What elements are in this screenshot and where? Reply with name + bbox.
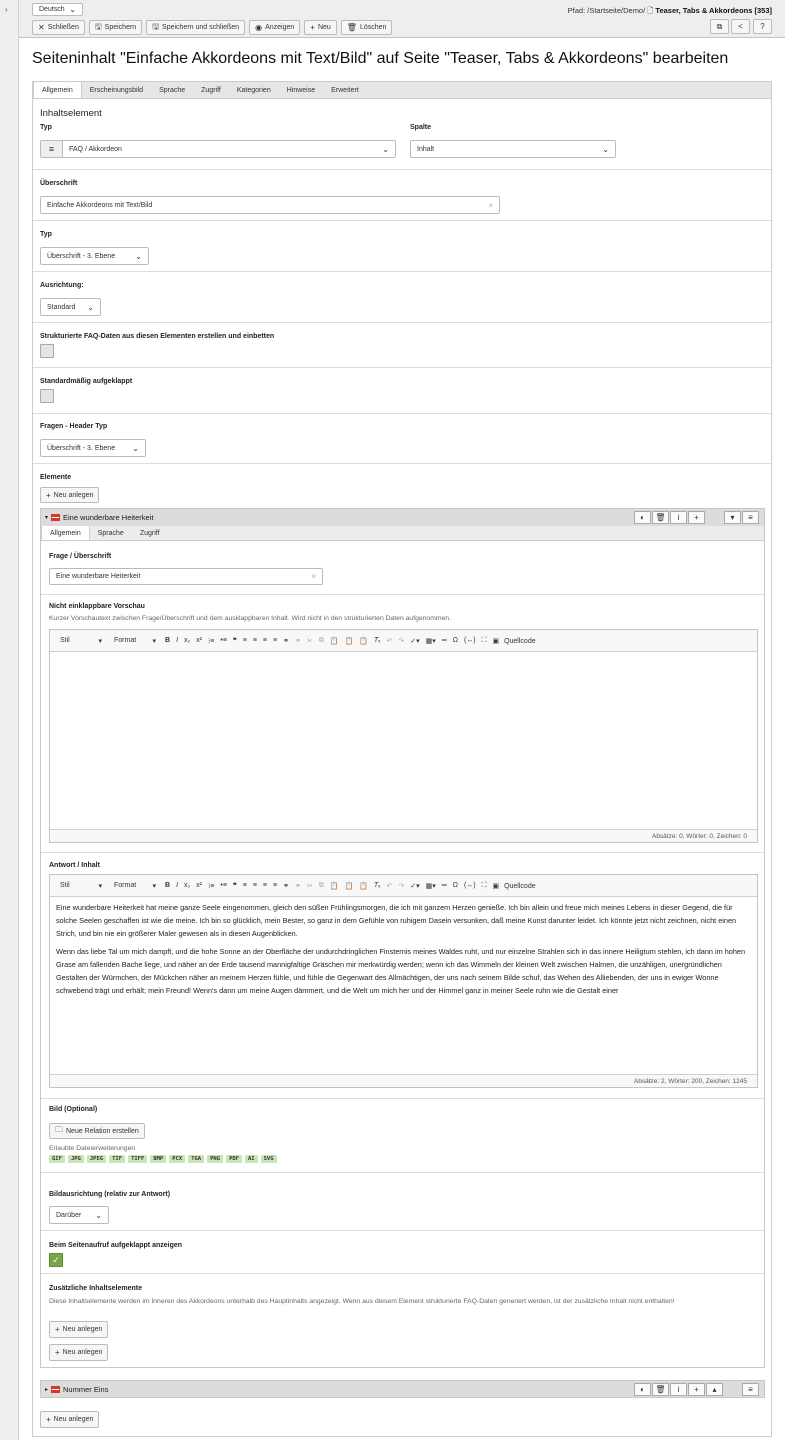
type-select[interactable]: ≡ FAQ / Akkordeon ⌄ bbox=[40, 140, 396, 158]
question-label: Frage / Überschrift bbox=[49, 553, 112, 560]
clear-icon: × bbox=[311, 572, 316, 581]
open-on-load-label: Beim Seitenaufruf aufgeklappt anzeigen bbox=[49, 1242, 183, 1249]
tab-kategorien[interactable]: Kategorien bbox=[236, 87, 271, 94]
extension-badge: TIF bbox=[109, 1155, 125, 1163]
redo-icon[interactable]: ↷ bbox=[398, 637, 405, 645]
numbered-list-icon[interactable]: ⁝≡ bbox=[208, 637, 215, 645]
tab-sprache[interactable]: Sprache bbox=[97, 530, 124, 537]
answer-paragraph-1: Eine wunderbare Heiterkeit hat meine ganze Seele eingenommen, gleich den süßen Frühlingsmorgen, die ich mit ganzem Herzen genieße. Ich bin allein und freue mich meines Lebens in dieser Gegend, die für solche Seelen geschaffen ist wie die meine. Ich bin so glücklich, mein Bester, so ganz in dem Gefühle von ruhigem Dasein versunken, daß meine Kunst darunter leidet. Ich könnte jetzt nicht zeichnen, nicht einen Strich, und bin nie ein größerer Maler gewesen als in diesen Augenblicken. bbox=[56, 903, 737, 938]
save-button[interactable]: 🖫 Speichern bbox=[89, 20, 142, 35]
align-center-icon[interactable]: ≡ bbox=[252, 882, 257, 889]
special-char-icon[interactable]: Ω bbox=[452, 637, 458, 644]
new-element-button-bottom[interactable]: + Neu anlegen bbox=[40, 1411, 99, 1428]
align-center-icon[interactable]: ≡ bbox=[252, 637, 257, 644]
source-code-button[interactable]: ▣ Quellcode bbox=[492, 882, 536, 890]
new-relation-button[interactable]: 🗀 Neue Relation erstellen bbox=[49, 1123, 145, 1139]
toggle-visibility-icon[interactable]: ◐ bbox=[634, 511, 651, 524]
undo-icon[interactable]: ↶ bbox=[386, 637, 393, 645]
blockquote-icon[interactable]: ❞ bbox=[232, 637, 237, 645]
blockquote-icon[interactable]: ❞ bbox=[232, 882, 237, 890]
superscript-icon[interactable]: x² bbox=[196, 882, 203, 889]
source-code-button[interactable]: ▣ Quellcode bbox=[492, 637, 536, 645]
faq-struct-checkbox[interactable] bbox=[40, 344, 54, 358]
heading-type-label: Typ bbox=[40, 231, 52, 238]
unlink-icon[interactable]: ⚭ bbox=[294, 882, 301, 890]
save-icon: 🖫 bbox=[152, 21, 160, 31]
extension-badge: PNG bbox=[207, 1155, 223, 1163]
section-title: Inhaltselement bbox=[40, 108, 102, 119]
save-icon: 🖫 bbox=[94, 21, 102, 31]
tab-erscheinungsbild[interactable]: Erscheinungsbild bbox=[89, 87, 144, 94]
chevron-down-icon: ⌄ bbox=[602, 144, 609, 154]
paste-word-icon[interactable]: 📋 bbox=[359, 637, 368, 645]
remove-format-icon[interactable]: Tₓ bbox=[373, 882, 381, 889]
content-type-icon bbox=[51, 1386, 60, 1393]
extension-badge: BMP bbox=[150, 1155, 166, 1163]
tab-allgemein[interactable]: Allgemein bbox=[33, 82, 82, 98]
caret-down-icon: ▾ bbox=[45, 515, 49, 521]
elements-label: Elemente bbox=[40, 474, 72, 481]
plus-icon: + bbox=[55, 1348, 60, 1357]
new-extra-button-2[interactable]: + Neu anlegen bbox=[49, 1344, 108, 1361]
preview-help: Kurzer Vorschautext zwischen Frage/Überschrift und dem ausklappbaren Inhalt. Wird nicht in den strukturierten Daten aufgenommen. bbox=[49, 615, 451, 622]
extra-help: Diese Inhaltselemente werden im Inneren des Akkordeons unterhalb des Hauptinhalts angezeigt. Wenn aus diesem Element strukturierte FAQ-Daten generiert werden, ist der zusätzliche Inhalt nicht enthalten! bbox=[49, 1298, 675, 1305]
maximize-icon[interactable]: ⛶ bbox=[481, 881, 487, 889]
close-icon: ✕ bbox=[38, 23, 45, 32]
chevron-down-icon: ⌄ bbox=[87, 302, 94, 312]
item-tabs bbox=[41, 526, 764, 541]
check-icon: ✓ bbox=[52, 1254, 60, 1265]
content-type-icon bbox=[51, 514, 60, 521]
extension-badge: TGA bbox=[188, 1155, 204, 1163]
link-icon[interactable]: ⚭ bbox=[283, 637, 289, 645]
cut-icon[interactable]: ✂ bbox=[306, 882, 313, 890]
default-open-checkbox[interactable] bbox=[40, 389, 54, 403]
plus-icon: + bbox=[310, 23, 315, 32]
column-select[interactable]: Inhalt ⌄ bbox=[410, 140, 616, 158]
allowed-ext-label: Erlaubte Dateierweiterungen bbox=[49, 1145, 136, 1152]
preview-editor[interactable] bbox=[49, 629, 758, 843]
extension-badge: SVG bbox=[261, 1155, 277, 1163]
extra-label: Zusätzliche Inhaltselemente bbox=[49, 1285, 142, 1292]
column-label: Spalte bbox=[410, 124, 432, 131]
tab-zugriff[interactable]: Zugriff bbox=[139, 530, 160, 537]
trash-icon[interactable]: 🗑 bbox=[652, 511, 669, 524]
answer-counter: Absätze: 2, Wörter: 200, Zeichen: 1245 bbox=[50, 1074, 757, 1087]
open-on-load-checkbox[interactable] bbox=[49, 1253, 63, 1267]
close-button[interactable]: ✕ Schließen bbox=[32, 20, 85, 35]
chevron-down-icon: ⌄ bbox=[132, 443, 139, 453]
extension-badge: TIFF bbox=[128, 1155, 147, 1163]
content-type-icon: ≡ bbox=[41, 141, 63, 157]
preview-label: Nicht einklappbare Vorschau bbox=[49, 603, 145, 610]
answer-text[interactable] bbox=[50, 897, 757, 1009]
chevron-down-icon: ⌄ bbox=[135, 251, 142, 261]
soft-hyphen-icon[interactable]: (↔) bbox=[463, 637, 476, 644]
preview-counter: Absätze: 0, Wörter: 0, Zeichen: 0 bbox=[50, 829, 757, 842]
rte-toolbar bbox=[50, 875, 757, 897]
italic-icon[interactable]: I bbox=[176, 882, 179, 889]
paste-word-icon[interactable]: 📋 bbox=[359, 882, 368, 890]
maximize-icon[interactable]: ⛶ bbox=[481, 636, 487, 644]
remove-format-icon[interactable]: Tₓ bbox=[373, 637, 381, 644]
trash-icon: 🗑 bbox=[346, 23, 357, 32]
accordion-item-1 bbox=[40, 508, 765, 1368]
tab-hinweise[interactable]: Hinweise bbox=[286, 87, 316, 94]
drag-handle-icon[interactable]: ≡ bbox=[742, 1383, 759, 1396]
extension-badges bbox=[49, 1155, 277, 1163]
numbered-list-icon[interactable]: ⁝≡ bbox=[208, 882, 215, 890]
subscript-icon[interactable]: x₂ bbox=[184, 882, 191, 889]
justify-icon[interactable]: ≡ bbox=[273, 882, 278, 889]
heading-label: Überschrift bbox=[40, 180, 78, 187]
accordion-item-header[interactable]: ▾ Eine wunderbare Heiterkeit ◐ 🗑 i + ▾ ≡ bbox=[41, 509, 764, 526]
plus-icon: + bbox=[46, 490, 51, 500]
align-right-icon[interactable]: ≡ bbox=[262, 882, 267, 889]
copy-icon[interactable]: ⧉ bbox=[318, 636, 324, 644]
module-sidebar bbox=[0, 0, 19, 1440]
extension-badge: PCX bbox=[169, 1155, 185, 1163]
answer-label: Antwort / Inhalt bbox=[49, 862, 100, 869]
link-icon[interactable]: ⚭ bbox=[283, 882, 289, 890]
save-close-button[interactable]: 🖫 Speichern und schließen bbox=[146, 20, 245, 35]
align-left-icon[interactable]: ≡ bbox=[242, 637, 247, 644]
plus-icon[interactable]: + bbox=[688, 1383, 705, 1396]
paste-icon[interactable]: 📋 bbox=[329, 637, 339, 645]
trash-icon[interactable]: 🗑 bbox=[652, 1383, 669, 1396]
accordion-item-2[interactable]: ▸ Nummer Eins ◐ 🗑 i + ▴ ≡ bbox=[40, 1380, 765, 1398]
paste-icon[interactable]: 📋 bbox=[329, 882, 339, 890]
caret-right-icon: ▸ bbox=[45, 1386, 49, 1393]
subscript-icon[interactable]: x₂ bbox=[184, 637, 191, 644]
view-button[interactable]: ◉ Anzeigen bbox=[249, 20, 300, 35]
soft-hyphen-icon[interactable]: (↔) bbox=[463, 882, 476, 889]
breadcrumb: Pfad: /Startseite/Demo/ 🗋 Teaser, Tabs & Akkordeons [353] bbox=[567, 6, 772, 15]
extension-badge: AI bbox=[245, 1155, 258, 1163]
tab-allgemein[interactable]: Allgemein bbox=[41, 526, 90, 540]
folder-icon: 🗀 bbox=[55, 1125, 63, 1134]
italic-icon[interactable]: I bbox=[176, 637, 179, 644]
docheader bbox=[19, 0, 785, 38]
answer-editor[interactable] bbox=[49, 874, 758, 1088]
move-up-icon[interactable]: ▴ bbox=[706, 1383, 723, 1396]
plus-icon: + bbox=[46, 1415, 51, 1424]
table-icon[interactable]: ▦▾ bbox=[425, 637, 436, 645]
info-icon[interactable]: i bbox=[670, 511, 687, 524]
chevron-down-icon: ⌄ bbox=[95, 1210, 102, 1220]
format-dropdown[interactable]: Format ▾ bbox=[114, 636, 156, 645]
plus-icon: + bbox=[55, 1325, 60, 1334]
plus-icon[interactable]: + bbox=[688, 511, 705, 524]
form-tabs bbox=[33, 82, 771, 99]
chevron-down-icon: ⌄ bbox=[382, 144, 389, 154]
clear-icon: × bbox=[488, 200, 493, 210]
paste-text-icon[interactable]: 📋 bbox=[344, 882, 354, 890]
delete-button[interactable]: 🗑 Löschen bbox=[341, 20, 393, 35]
question-input[interactable]: Eine wunderbare Heiterkeit × bbox=[49, 568, 323, 585]
alignment-label: Ausrichtung: bbox=[40, 282, 84, 289]
special-char-icon[interactable]: Ω bbox=[452, 882, 458, 889]
align-left-icon[interactable]: ≡ bbox=[242, 882, 247, 889]
new-button[interactable]: + Neu bbox=[304, 20, 337, 35]
spellcheck-icon[interactable]: ✓▾ bbox=[410, 882, 420, 890]
toggle-visibility-icon[interactable]: ◐ bbox=[634, 1383, 651, 1396]
answer-paragraph-2: Wenn das liebe Tal um mich dampft, und die hohe Sonne an der Oberfläche der undurchdringlichen Finsternis meines Waldes ruht, und nur einzelne Strahlen sich in das innere Heiligtum stehlen, ich dann im hohen Grase am fallenden Bache liege, und näher an der Erde tausend mannigfaltige Gräschen mir merkwürdig werden; wenn ich das Wimmeln der kleinen Welt zwischen Halmen, die unzähligen, unergründlichen Gestalten der Würmchen, der Mückchen näher an meinem Herzen fühle, und fühle die Gegenwart des Allmächtigen, der uns nach seinem Bilde schuf, das Wehen des Alliebenden, der uns in ewiger Wonne schwebend trägt und erhält; mein Freund! Wenn's dann um meine Augen dämmert, und die Welt um mich her und der Himmel ganz in meiner Seele ruhn wie die Gestalt einer bbox=[56, 947, 746, 995]
alignment-select[interactable]: Standard ⌄ bbox=[40, 298, 101, 316]
info-icon[interactable]: i bbox=[670, 1383, 687, 1396]
page-title: Seiteninhalt "Einfache Akkordeons mit Text/Bild" auf Seite "Teaser, Tabs & Akkordeons" bearbeiten bbox=[32, 50, 729, 67]
extension-badge: GIF bbox=[49, 1155, 65, 1163]
image-label: Bild (Optional) bbox=[49, 1106, 98, 1113]
default-open-label: Standardmäßig aufgeklappt bbox=[40, 378, 133, 385]
rte-toolbar bbox=[50, 630, 757, 652]
faq-struct-label: Strukturierte FAQ-Daten aus diesen Elementen erstellen und einbetten bbox=[40, 333, 275, 340]
bullet-list-icon[interactable]: •≡ bbox=[220, 882, 227, 889]
type-label: Typ bbox=[40, 124, 52, 131]
heading-type-select[interactable]: Überschrift - 3. Ebene ⌄ bbox=[40, 247, 149, 265]
tab-sprache[interactable]: Sprache bbox=[159, 87, 186, 94]
cut-icon[interactable]: ✂ bbox=[306, 637, 313, 645]
redo-icon[interactable]: ↷ bbox=[398, 882, 405, 890]
unlink-icon[interactable]: ⚭ bbox=[294, 637, 301, 645]
share-icon[interactable]: < bbox=[731, 19, 750, 34]
spacer bbox=[706, 511, 723, 524]
format-dropdown[interactable]: Format ▾ bbox=[114, 881, 156, 890]
move-down-icon[interactable]: ▾ bbox=[724, 511, 741, 524]
style-dropdown[interactable]: Stil ▾ bbox=[60, 636, 102, 645]
horizontal-rule-icon[interactable]: ═ bbox=[441, 882, 447, 889]
edit-form bbox=[32, 81, 772, 1437]
tab-zugriff[interactable]: Zugriff bbox=[201, 87, 221, 94]
questions-header-label: Fragen - Header Typ bbox=[40, 423, 108, 430]
undo-icon[interactable]: ↶ bbox=[386, 882, 393, 890]
new-extra-button[interactable]: + Neu anlegen bbox=[49, 1321, 108, 1338]
image-align-select[interactable]: Darüber ⌄ bbox=[49, 1206, 109, 1224]
bullet-list-icon[interactable]: •≡ bbox=[220, 637, 227, 644]
page-icon: 🗋 bbox=[647, 6, 654, 15]
eye-icon: ◉ bbox=[255, 23, 263, 32]
align-right-icon[interactable]: ≡ bbox=[262, 637, 267, 644]
help-icon[interactable]: ? bbox=[753, 19, 772, 34]
copy-icon[interactable]: ⧉ bbox=[318, 881, 324, 889]
superscript-icon[interactable]: x² bbox=[196, 637, 203, 644]
image-align-label: Bildausrichtung (relativ zur Antwort) bbox=[49, 1191, 171, 1198]
horizontal-rule-icon[interactable]: ═ bbox=[441, 637, 447, 644]
paste-text-icon[interactable]: 📋 bbox=[344, 637, 354, 645]
bold-icon[interactable]: B bbox=[165, 882, 171, 889]
spellcheck-icon[interactable]: ✓▾ bbox=[410, 637, 420, 645]
open-new-window-icon[interactable]: ⧉ bbox=[710, 19, 729, 34]
extension-badge: JPG bbox=[68, 1155, 84, 1163]
justify-icon[interactable]: ≡ bbox=[273, 637, 278, 644]
new-element-button[interactable]: + Neu anlegen bbox=[40, 487, 99, 503]
questions-header-select[interactable]: Überschrift - 3. Ebene ⌄ bbox=[40, 439, 146, 457]
extension-badge: PDF bbox=[226, 1155, 242, 1163]
spacer bbox=[724, 1383, 741, 1396]
chevron-down-icon: ⌄ bbox=[69, 5, 76, 14]
style-dropdown[interactable]: Stil ▾ bbox=[60, 881, 102, 890]
drag-handle-icon[interactable]: ≡ bbox=[742, 511, 759, 524]
bold-icon[interactable]: B bbox=[165, 637, 171, 644]
language-select[interactable]: Deutsch ⌄ bbox=[32, 3, 83, 16]
extension-badge: JPEG bbox=[87, 1155, 106, 1163]
heading-input[interactable]: Einfache Akkordeons mit Text/Bild × bbox=[40, 196, 500, 214]
breadcrumb-page[interactable]: Teaser, Tabs & Akkordeons [353] bbox=[655, 6, 772, 15]
chevron-right-icon[interactable]: › bbox=[5, 5, 8, 14]
tab-erweitert[interactable]: Erweitert bbox=[331, 87, 359, 94]
table-icon[interactable]: ▦▾ bbox=[425, 882, 436, 890]
